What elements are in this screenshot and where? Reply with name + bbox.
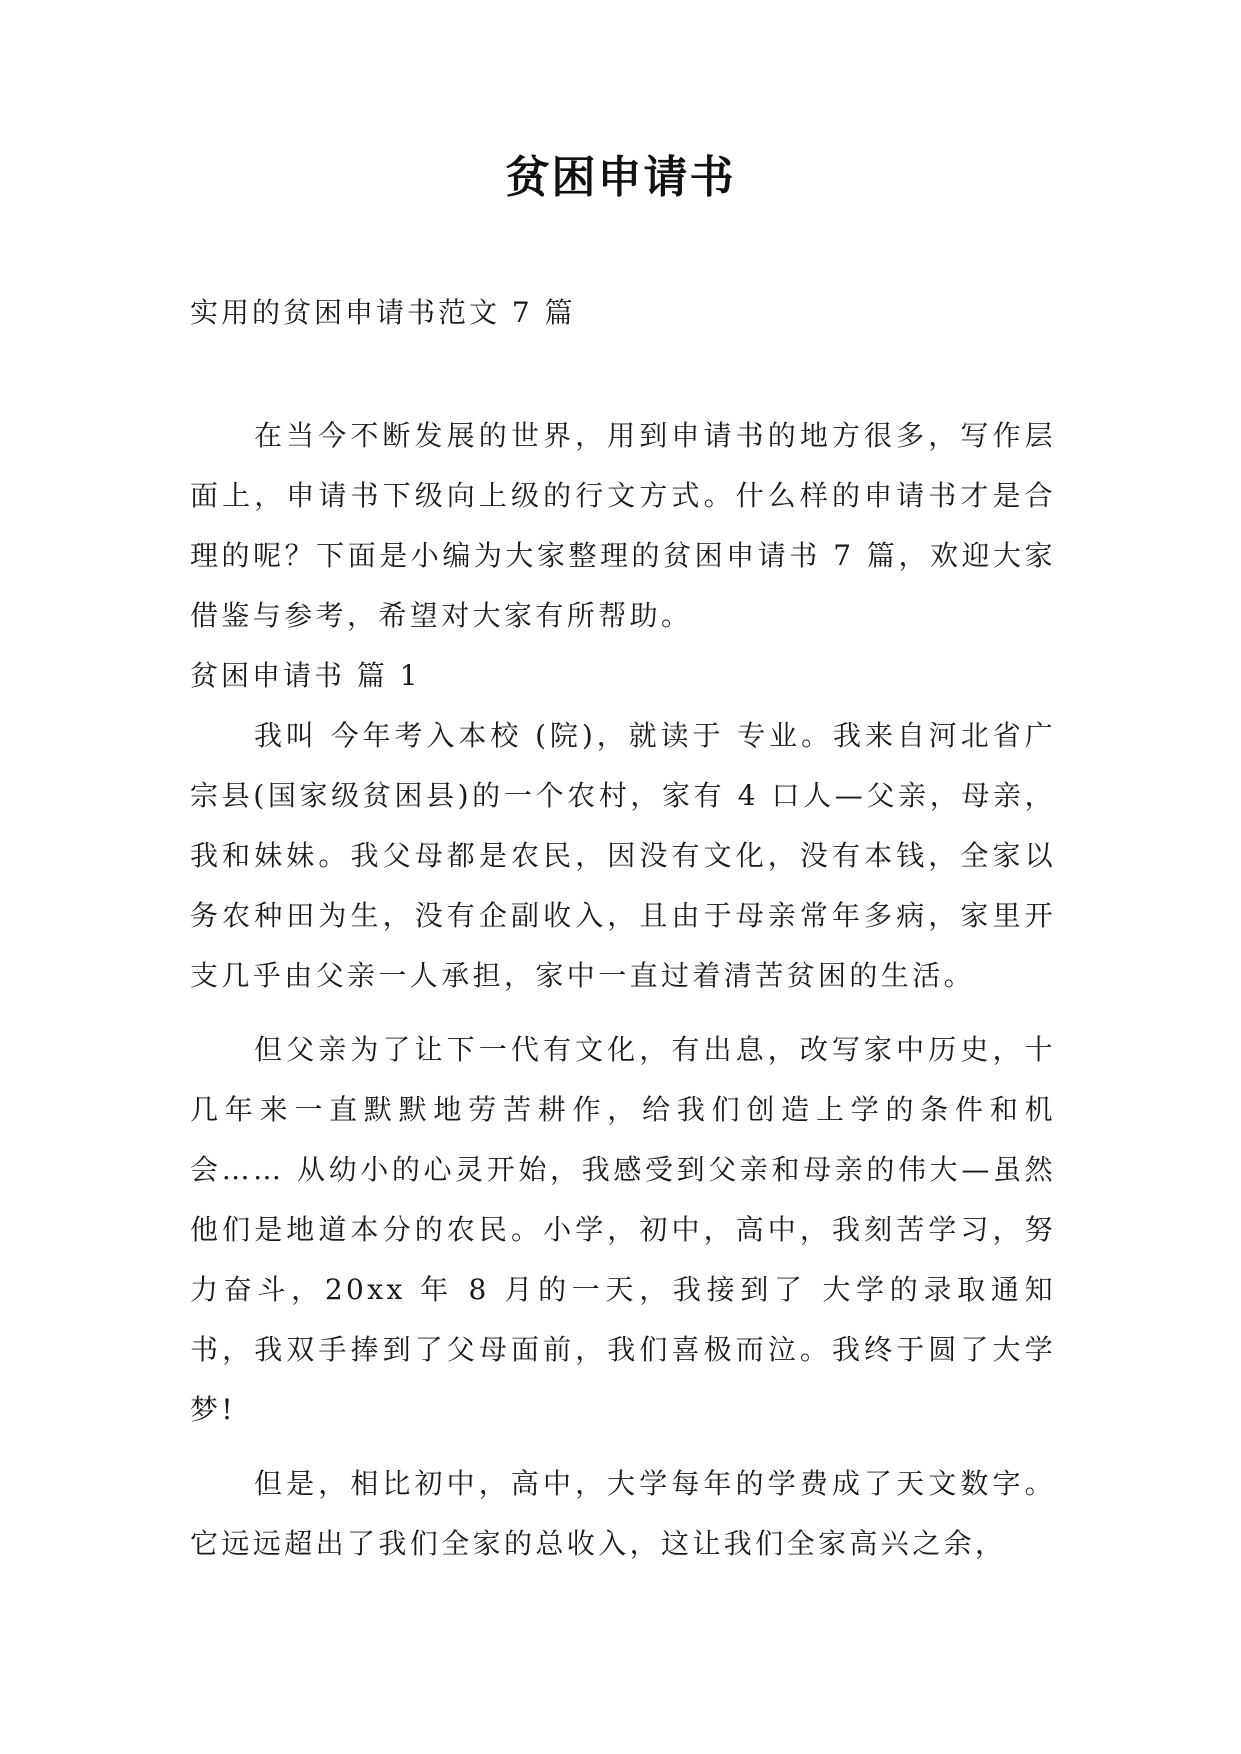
document-subtitle: 实用的贫困申请书范文 7 篇: [190, 296, 576, 329]
document-body: [190, 406, 1056, 1574]
paragraph-spacer: [190, 1006, 1056, 1020]
body-paragraph-2: 但父亲为了让下一代有文化，有出息，改写家中历史，十几年来一直默默地劳苦耕作，给我们创造上学的条件和机会…… 从幼小的心灵开始，我感受到父亲和母亲的伟大—虽然他们是地道本分的农民。小学，初中，高中，我刻苦学习，努力奋斗，20xx 年 8 月的一天，我接到了 大学的录取通知书，我双手捧到了父母面前，我们喜极而泣。我终于圆了大学梦!: [190, 1033, 1056, 1426]
section-heading: 贫困申请书 篇 1: [190, 659, 421, 692]
paragraph-spacer: [190, 1440, 1056, 1454]
body-paragraph-1: 我叫 今年考入本校 (院)，就读于 专业。我来自河北省广宗县(国家级贫困县)的一个农村，家有 4 口人—父亲，母亲，我和妹妹。我父母都是农民，因没有文化，没有本钱，全家以务农种田为生，没有企副收入，且由于母亲常年多病，家里开支几乎由父亲一人承担，家中一直过着清苦贫困的生活。: [190, 719, 1056, 992]
intro-paragraph: 在当今不断发展的世界，用到申请书的地方很多，写作层面上，申请书下级向上级的行文方式。什么样的申请书才是合理的呢？下面是小编为大家整理的贫困申请书 7 篇，欢迎大家借鉴与参考，希望对大家有所帮助。: [190, 419, 1056, 632]
document-title: 贫困申请书: [505, 152, 736, 203]
body-paragraph-3: 但是，相比初中，高中，大学每年的学费成了天文数字。它远远超出了我们全家的总收入，这让我们全家高兴之余，: [190, 1467, 1056, 1560]
